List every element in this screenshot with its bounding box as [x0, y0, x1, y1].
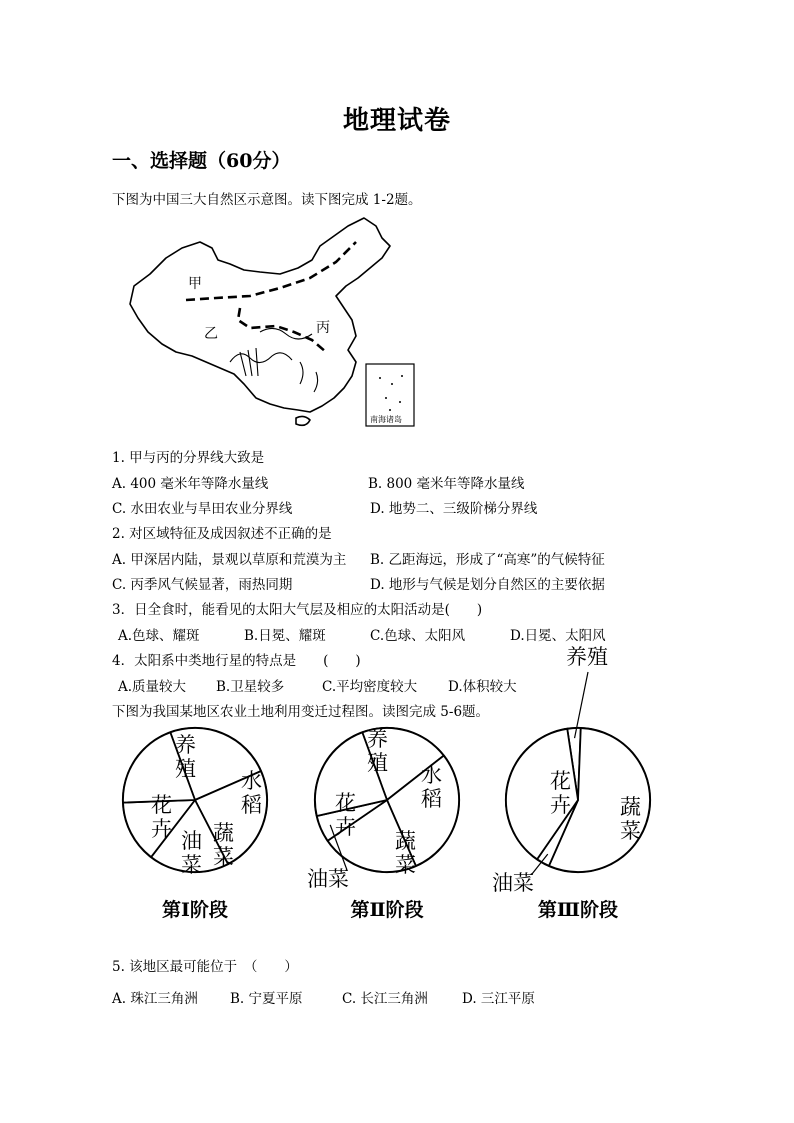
- q1-option-b: B. 800 毫米年等降水量线: [368, 476, 525, 492]
- q2-stem: 2. 对区域特征及成因叙述不正确的是: [112, 526, 332, 542]
- q5-option-b: B. 宁夏平原: [230, 991, 303, 1007]
- pie-title: 第Ⅲ阶段: [537, 899, 619, 921]
- map-label-bing: 丙: [316, 320, 330, 336]
- slice-label: 蔬菜: [213, 821, 234, 869]
- slice-label: 养殖: [367, 727, 388, 775]
- q5-option-a: A. 珠江三角洲: [112, 991, 198, 1007]
- pie-title: 第Ⅱ阶段: [350, 899, 424, 921]
- inset-label: 南海诸岛: [370, 415, 402, 424]
- section-heading: 一、选择题（60分）: [112, 150, 291, 172]
- pie-title: 第Ⅰ阶段: [162, 899, 228, 921]
- intro-text-1: 下图为中国三大自然区示意图。读下图完成 1-2题。: [112, 192, 422, 208]
- slice-label: 花卉: [335, 791, 356, 839]
- slice-label: 蔬菜: [620, 795, 641, 843]
- q1-option-c: C. 水田农业与旱田农业分界线: [112, 501, 293, 517]
- q1-option-a: A. 400 毫米年等降水量线: [112, 476, 269, 492]
- slice-label: 花卉: [151, 793, 172, 841]
- q5-stem: 5. 该地区最可能位于 （ ）: [112, 959, 298, 975]
- q4-stem: 4．太阳系中类地行星的特点是 ( ): [112, 653, 361, 669]
- china-natural-regions-map: [120, 212, 420, 432]
- map-label-jia: 甲: [188, 276, 202, 292]
- q3-stem: 3．日全食时，能看见的太阳大气层及相应的太阳活动是( ): [112, 602, 483, 618]
- q4-option-b: B.卫星较多: [216, 679, 285, 695]
- slice-label: 油菜: [492, 871, 534, 895]
- q1-stem: 1. 甲与丙的分界线大致是: [112, 450, 265, 466]
- q1-option-d: D. 地势二、三级阶梯分界线: [370, 501, 538, 517]
- map-label-yi: 乙: [204, 326, 218, 342]
- q2-option-a: A. 甲深居内陆，景观以草原和荒漠为主: [112, 552, 347, 568]
- q2-option-c: C. 丙季风气候显著，雨热同期: [112, 577, 293, 593]
- slice-label: 水稻: [421, 763, 442, 811]
- slice-label: 水稻: [241, 769, 262, 817]
- intro-text-2: 下图为我国某地区农业土地利用变迁过程图。读图完成 5-6题。: [112, 704, 490, 720]
- pie-chart-1: [123, 728, 267, 921]
- q4-option-d: D.体积较大: [448, 679, 517, 695]
- q4-option-c: C.平均密度较大: [322, 679, 418, 695]
- page-title: 地理试卷: [342, 106, 451, 136]
- slice-label: 花卉: [550, 769, 571, 817]
- slice-label: 蔬菜: [395, 829, 416, 877]
- q3-option-c: C.色球、太阳风: [370, 628, 466, 644]
- q2-option-b: B. 乙距海远，形成了“高寒”的气候特征: [370, 552, 605, 568]
- q5-option-d: D. 三江平原: [462, 991, 535, 1007]
- pie-chart-2: [307, 727, 459, 921]
- slice-label: 养殖: [175, 733, 196, 781]
- q3-option-a: A.色球、耀斑: [118, 628, 200, 644]
- slice-label: 油菜: [181, 829, 202, 877]
- q3-option-b: B.日冕、耀斑: [244, 628, 326, 644]
- q2-option-d: D. 地形与气候是划分自然区的主要依据: [370, 577, 605, 593]
- q3-option-d: D.日冕、太阳风: [510, 628, 606, 644]
- slice-label: 养殖: [566, 645, 608, 669]
- q5-option-c: C. 长江三角洲: [342, 991, 428, 1007]
- q4-option-a: A.质量较大: [118, 679, 187, 695]
- slice-label: 油菜: [307, 867, 349, 891]
